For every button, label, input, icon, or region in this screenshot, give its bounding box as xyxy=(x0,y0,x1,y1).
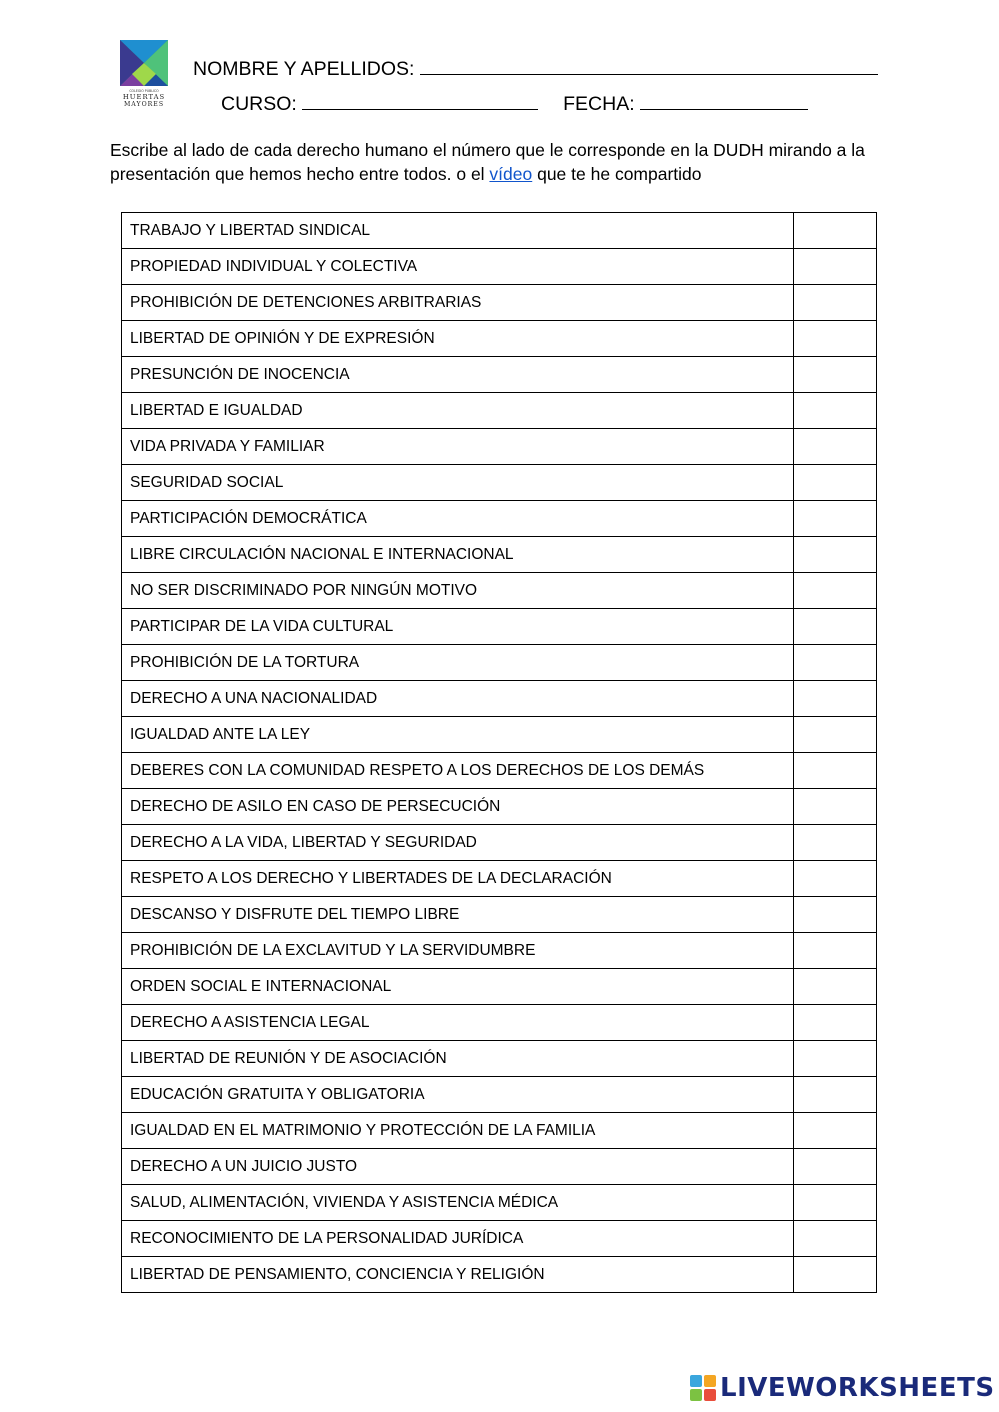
name-blank[interactable] xyxy=(420,58,878,75)
right-label: SALUD, ALIMENTACIÓN, VIVIENDA Y ASISTENCIA MÉDICA xyxy=(122,1185,794,1221)
table-row xyxy=(122,465,877,501)
table-row xyxy=(122,1005,877,1041)
table-row xyxy=(122,645,877,681)
right-label: VIDA PRIVADA Y FAMILIAR xyxy=(122,429,794,465)
table-row xyxy=(122,321,877,357)
answer-box[interactable] xyxy=(794,753,877,789)
answer-box[interactable] xyxy=(794,825,877,861)
table-row xyxy=(122,1149,877,1185)
answer-box[interactable] xyxy=(794,897,877,933)
rights-table-body xyxy=(122,213,877,1293)
answer-box[interactable] xyxy=(794,1149,877,1185)
table-row xyxy=(122,393,877,429)
table-row xyxy=(122,681,877,717)
table-row xyxy=(122,249,877,285)
table-row xyxy=(122,1077,877,1113)
right-label: NO SER DISCRIMINADO POR NINGÚN MOTIVO xyxy=(122,573,794,609)
name-label: NOMBRE Y APELLIDOS: xyxy=(193,58,415,80)
table-row xyxy=(122,609,877,645)
right-label: TRABAJO Y LIBERTAD SINDICAL xyxy=(122,213,794,249)
table-row xyxy=(122,357,877,393)
answer-box[interactable] xyxy=(794,1005,877,1041)
table-row xyxy=(122,717,877,753)
answer-box[interactable] xyxy=(794,861,877,897)
right-label: DERECHO A LA VIDA, LIBERTAD Y SEGURIDAD xyxy=(122,825,794,861)
answer-box[interactable] xyxy=(794,609,877,645)
right-label: EDUCACIÓN GRATUITA Y OBLIGATORIA xyxy=(122,1077,794,1113)
right-label: LIBERTAD DE OPINIÓN Y DE EXPRESIÓN xyxy=(122,321,794,357)
table-row xyxy=(122,897,877,933)
table-row xyxy=(122,789,877,825)
right-label: IGUALDAD ANTE LA LEY xyxy=(122,717,794,753)
right-label: PARTICIPAR DE LA VIDA CULTURAL xyxy=(122,609,794,645)
rights-table xyxy=(121,212,877,1293)
answer-box[interactable] xyxy=(794,1257,877,1293)
answer-box[interactable] xyxy=(794,357,877,393)
date-blank[interactable] xyxy=(640,93,808,110)
svg-text:MAYORES: MAYORES xyxy=(123,101,165,108)
table-row xyxy=(122,1041,877,1077)
table-row xyxy=(122,861,877,897)
answer-box[interactable] xyxy=(794,789,877,825)
table-row xyxy=(122,213,877,249)
right-label: PARTICIPACIÓN DEMOCRÁTICA xyxy=(122,501,794,537)
table-row xyxy=(122,285,877,321)
answer-box[interactable] xyxy=(794,573,877,609)
answer-box[interactable] xyxy=(794,465,877,501)
answer-box[interactable] xyxy=(794,393,877,429)
course-label: CURSO: xyxy=(221,93,297,115)
answer-box[interactable] xyxy=(794,321,877,357)
answer-box[interactable] xyxy=(794,1185,877,1221)
right-label: LIBERTAD E IGUALDAD xyxy=(122,393,794,429)
table-row xyxy=(122,537,877,573)
table-row xyxy=(122,429,877,465)
table-row xyxy=(122,933,877,969)
right-label: DERECHO A UNA NACIONALIDAD xyxy=(122,681,794,717)
right-label: IGUALDAD EN EL MATRIMONIO Y PROTECCIÓN DE LA FAMILIA xyxy=(122,1113,794,1149)
right-label: RESPETO A LOS DERECHO Y LIBERTADES DE LA DECLARACIÓN xyxy=(122,861,794,897)
right-label: DERECHO DE ASILO EN CASO DE PERSECUCIÓN xyxy=(122,789,794,825)
answer-box[interactable] xyxy=(794,933,877,969)
svg-text:HUERTAS: HUERTAS xyxy=(122,93,166,101)
right-label: LIBERTAD DE REUNIÓN Y DE ASOCIACIÓN xyxy=(122,1041,794,1077)
school-logo xyxy=(119,39,171,109)
answer-box[interactable] xyxy=(794,249,877,285)
answer-box[interactable] xyxy=(794,969,877,1005)
table-row xyxy=(122,501,877,537)
table-row xyxy=(122,969,877,1005)
date-label: FECHA: xyxy=(563,93,635,115)
table-row xyxy=(122,573,877,609)
right-label: ORDEN SOCIAL E INTERNACIONAL xyxy=(122,969,794,1005)
right-label: PROHIBICIÓN DE LA TORTURA xyxy=(122,645,794,681)
answer-box[interactable] xyxy=(794,717,877,753)
right-label: DERECHO A ASISTENCIA LEGAL xyxy=(122,1005,794,1041)
instructions xyxy=(110,138,930,186)
answer-box[interactable] xyxy=(794,681,877,717)
video-link[interactable]: vídeo xyxy=(489,164,533,184)
right-label: DERECHO A UN JUICIO JUSTO xyxy=(122,1149,794,1185)
instructions-text: Escribe al lado de cada derecho humano el número que le corresponde en la DUDH mirando a la presentación que hemos hecho entre todos. o el xyxy=(110,140,865,184)
answer-box[interactable] xyxy=(794,429,877,465)
right-label: LIBERTAD DE PENSAMIENTO, CONCIENCIA Y RELIGIÓN xyxy=(122,1257,794,1293)
liveworksheets-brand xyxy=(690,1371,995,1405)
table-row xyxy=(122,1257,877,1293)
course-date-line xyxy=(221,93,808,116)
table-row xyxy=(122,1185,877,1221)
right-label: PROHIBICIÓN DE LA EXCLAVITUD Y LA SERVIDUMBRE xyxy=(122,933,794,969)
table-row xyxy=(122,753,877,789)
liveworksheets-logo-icon xyxy=(690,1375,716,1401)
answer-box[interactable] xyxy=(794,1041,877,1077)
answer-box[interactable] xyxy=(794,1113,877,1149)
right-label: PROPIEDAD INDIVIDUAL Y COLECTIVA xyxy=(122,249,794,285)
table-row xyxy=(122,825,877,861)
answer-box[interactable] xyxy=(794,645,877,681)
table-row xyxy=(122,1221,877,1257)
right-label: DESCANSO Y DISFRUTE DEL TIEMPO LIBRE xyxy=(122,897,794,933)
instructions-text-end: que te he compartido xyxy=(532,164,702,184)
answer-box[interactable] xyxy=(794,213,877,249)
right-label: PROHIBICIÓN DE DETENCIONES ARBITRARIAS xyxy=(122,285,794,321)
right-label: PRESUNCIÓN DE INOCENCIA xyxy=(122,357,794,393)
table-row xyxy=(122,1113,877,1149)
right-label: DEBERES CON LA COMUNIDAD RESPETO A LOS DERECHOS DE LOS DEMÁS xyxy=(122,753,794,789)
name-line xyxy=(193,58,878,81)
right-label: RECONOCIMIENTO DE LA PERSONALIDAD JURÍDICA xyxy=(122,1221,794,1257)
answer-box[interactable] xyxy=(794,1221,877,1257)
answer-box[interactable] xyxy=(794,501,877,537)
right-label: SEGURIDAD SOCIAL xyxy=(122,465,794,501)
answer-box[interactable] xyxy=(794,285,877,321)
answer-box[interactable] xyxy=(794,1077,877,1113)
course-blank[interactable] xyxy=(302,93,538,110)
right-label: LIBRE CIRCULACIÓN NACIONAL E INTERNACIONAL xyxy=(122,537,794,573)
answer-box[interactable] xyxy=(794,537,877,573)
liveworksheets-wordmark: LIVEWORKSHEETS xyxy=(720,1373,995,1403)
svg-text:COLEGIO PÚBLICO: COLEGIO PÚBLICO xyxy=(129,89,159,93)
